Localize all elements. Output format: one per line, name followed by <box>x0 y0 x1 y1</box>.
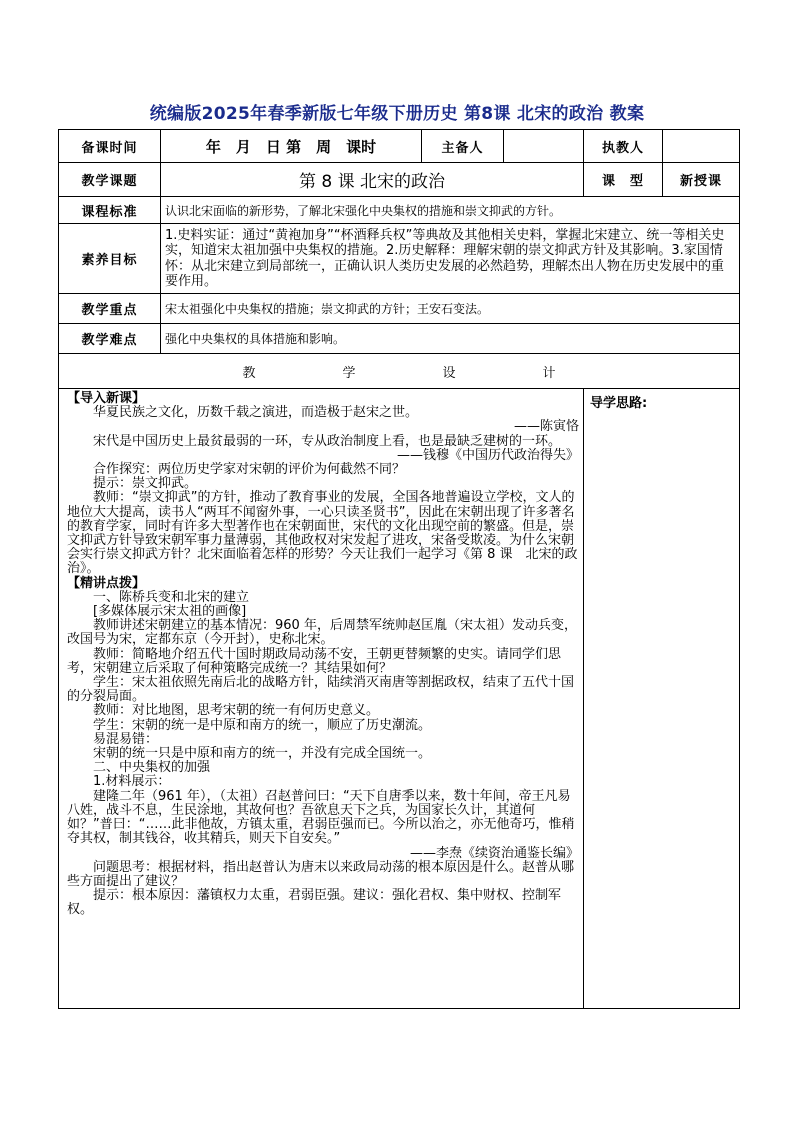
body-paragraph: 教师讲述宋朝建立的基本情况：960 年，后周禁军统帅赵匡胤（宋太祖）发动兵变，改国号为宋，定都东京（今开封），史称北宋。 <box>67 618 577 648</box>
prep-time-label: 备课时间 <box>59 130 161 163</box>
difficulty-value: 强化中央集权的具体措施和影响。 <box>161 324 740 354</box>
guide-label: 导学思路: <box>590 396 648 411</box>
design-char: 学 <box>342 365 356 381</box>
guide-notes <box>584 389 740 1009</box>
type-value: 新授课 <box>663 163 740 197</box>
preparer-label: 主备人 <box>422 130 504 163</box>
body-paragraph: 学生：宋太祖依照先南后北的战略方针，陆续消灭南唐等割据政权，结束了五代十国的分裂局面。 <box>67 675 575 705</box>
design-char: 计 <box>542 365 556 381</box>
design-char: 设 <box>442 365 456 381</box>
teaching-design-header <box>59 354 740 389</box>
body-paragraph: ——李焘《续资治通鉴长编》 <box>409 845 579 861</box>
body-paragraph: 提示：崇文抑武。 <box>93 476 198 492</box>
difficulty-label: 教学难点 <box>59 324 161 354</box>
key-points-label: 教学重点 <box>59 294 161 324</box>
body-paragraph: [多媒体展示宋太祖的画像] <box>93 604 247 620</box>
literacy-label: 素养目标 <box>59 224 161 294</box>
key-points-value: 宋太祖强化中央集权的措施；崇文抑武的方针；王安石变法。 <box>161 294 740 324</box>
section-heading: 【导入新课】 <box>67 391 146 406</box>
lesson-plan-table <box>58 129 740 1009</box>
teaching-process-content <box>67 392 579 918</box>
section-heading: 【精讲点拨】 <box>67 575 146 591</box>
literacy-value: 1.史料实证：通过“黄袍加身”“杯酒释兵权”等典故及其他相关史料，掌握北宋建立、统一等相关史实，知道宋太祖加强中央集权的措施。2.历史解释：理解宋朝的崇文抑武方针及其影响。3.家国情怀：从北宋建立到局部统一，正确认识人类历史发展的必然趋势，理解杰出人物在历史发展中的重要作用。 <box>161 224 740 294</box>
body-paragraph: ——钱穆《中国历代政治得失》 <box>396 447 579 463</box>
teacher-label: 执教人 <box>584 130 663 163</box>
topic-value: 第 8 课 北宋的政治 <box>161 163 584 197</box>
prep-time-value: 年 月 日 第 周 课时 <box>161 130 422 163</box>
body-paragraph: 易混易错： <box>93 731 159 747</box>
body-paragraph: 一、陈桥兵变和北宋的建立 <box>93 589 250 605</box>
body-paragraph: 教师：对比地图，思考宋朝的统一有何历史意义。 <box>93 703 380 719</box>
preparer-value <box>504 130 584 163</box>
body-paragraph: ——陈寅恪 <box>513 419 579 435</box>
body-paragraph: 学生：宋朝的统一是中原和南方的统一，顺应了历史潮流。 <box>93 717 432 733</box>
body-paragraph: 教师：“崇文抑武”的方针，推动了教育事业的发展，全国各地普遍设立学校，文人的地位大大提高，读书人“两耳不闻窗外事，一心只读圣贤书”，因此在宋朝出现了许多著名的教育学家，同时有许多大型著作也在宋朝面世，宋代的文化出现空前的繁盛。但是，崇文抑武方针导致宋朝军事力量薄弱，其他政权对宋发起了进攻，宋备受欺凌。为什么宋朝会实行崇文抑武方针？北宋面临着怎样的形势？今天让我们一起学习《第 8 课 北宋的政治》。 <box>67 490 578 577</box>
type-label: 课 型 <box>584 163 663 197</box>
topic-label: 教学课题 <box>59 163 161 197</box>
body-paragraph: 教师：简略地介绍五代十国时期政局动荡不安，王朝更替频繁的史实。请同学们思考，宋朝建立后采取了何种策略完成统一？其结果如何？ <box>67 646 562 676</box>
body-paragraph: 合作探究：两位历史学家对宋朝的评价为何截然不同？ <box>93 462 406 478</box>
teaching-process <box>59 389 584 1009</box>
body-paragraph: 二、中央集权的加强 <box>93 760 211 776</box>
body-paragraph: 华夏民族之文化，历数千载之演进，而造极于赵宋之世。 <box>93 405 419 421</box>
standard-label: 课程标准 <box>59 197 161 224</box>
body-paragraph: 宋代是中国历史上最贫最弱的一环，专从政治制度上看，也是最缺乏建树的一环。 <box>93 433 562 449</box>
design-char: 教 <box>242 365 256 381</box>
document-title: 统编版2025年春季新版七年级下册历史 第8课 北宋的政治 教案 <box>149 104 645 124</box>
body-paragraph: 1.材料展示： <box>93 774 171 790</box>
body-paragraph: 提示：根本原因：藩镇权力太重，君弱臣强。建议：强化君权、集中财权、控制军权。 <box>67 888 562 918</box>
standard-value: 认识北宋面临的新形势，了解北宋强化中央集权的措施和崇文抑武的方针。 <box>161 197 740 224</box>
body-paragraph: 宋朝的统一只是中原和南方的统一，并没有完成全国统一。 <box>93 746 432 762</box>
body-paragraph: 建隆二年（961 年），（太祖）召赵普问曰：“天下自唐季以来，数十年间，帝王凡易八姓，战斗不息，生民涂地，其故何也？吾欲息天下之兵，为国家长久计，其道何如？”普曰：“……此非他故，方镇太重，君弱臣强而已。今所以治之，亦无他奇巧，惟稍夺其权，制其钱谷，收其精兵，则天下自安矣。” <box>67 788 575 847</box>
body-paragraph: 问题思考：根据材料，指出赵普认为唐末以来政局动荡的根本原因是什么。赵普从哪些方面提出了建议？ <box>67 859 575 889</box>
teacher-value <box>663 130 740 163</box>
